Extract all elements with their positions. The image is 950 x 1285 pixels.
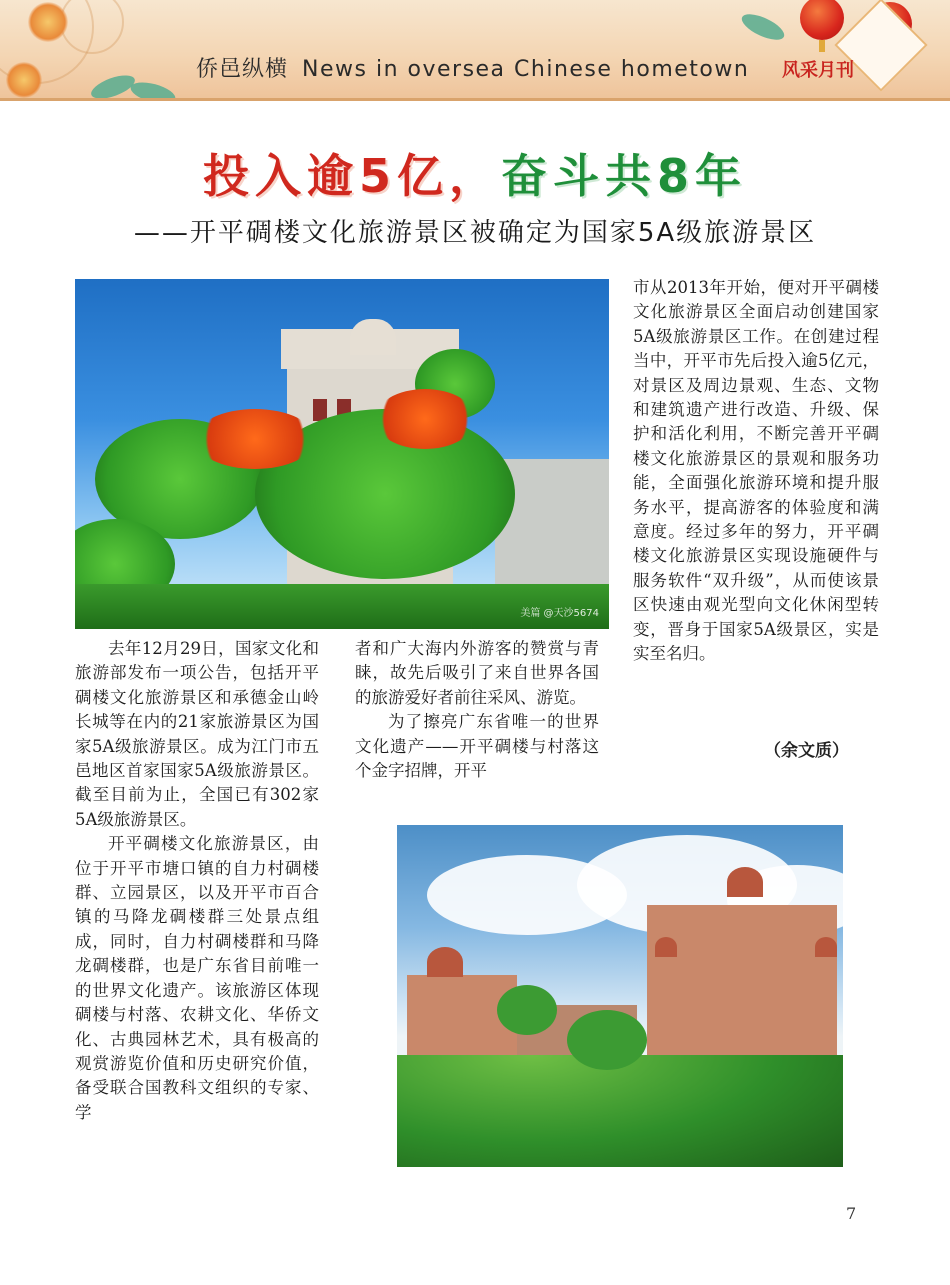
author-byline: （余文质）: [764, 741, 849, 761]
leaf-decor: [128, 78, 177, 100]
text-column-3: [633, 276, 879, 667]
tree: [497, 985, 557, 1035]
flame-tree-blossom: [195, 409, 315, 469]
palm-tree: [567, 1010, 647, 1070]
paragraph: 去年12月29日，国家文化和旅游部发布一项公告，包括开平碉楼文化旅游景区和承德金山岭长城等在内的21家旅游景区为国家5A级旅游景区。成为江门市五邑地区首家国家5A级旅游景区。截至目前为止，全国已有302家5A级旅游景区。: [75, 639, 319, 829]
article-subtitle: ——开平碉楼文化旅游景区被确定为国家5A级旅游景区: [133, 218, 817, 248]
photo-watermark: 美篇 @天沙5674: [520, 608, 599, 619]
column-title-cn: 侨邑纵横: [196, 57, 289, 82]
paragraph: 为了擦亮广东省唯一的世界文化遗产——开平碉楼与村落这个金字招牌，开平: [355, 712, 599, 781]
diaolou-photo-2: [397, 825, 843, 1167]
paragraph: 开平碉楼文化旅游景区，由位于开平市塘口镇的自力村碉楼群、立园景区，以及开平市百合镇的马降龙碉楼群三处景点组成，同时，自力村碉楼群和马降龙碉楼群，也是广东省目前唯一的世界文化遗产。该旅游区体现碉楼与村落、农耕文化、华侨文化、古典园林艺术，具有极高的观赏游览价值和历史研究价值，备受联合国教科文组织的专家、学: [75, 834, 319, 1122]
page-number: 7: [846, 1204, 857, 1223]
paragraph: 者和广大海内外游客的赞赏与青睐，故先后吸引了来自世界各国的旅游爱好者前往采风、游览。: [355, 639, 599, 707]
column-title-en: News in oversea Chinese hometown: [302, 57, 750, 82]
tower-dome: [727, 867, 763, 897]
paragraph: 市从2013年开始，便对开平碉楼文化旅游景区全面启动创建国家5A级旅游景区工作。在创建过程当中，开平市先后投入逾5亿元，对景区及周边景观、生态、文物和建筑遗产进行改造、升级、保护和活化利用，不断完善开平碉楼文化旅游景区的景观和服务功能，全面强化旅游环境和提升服务水平，提高游客的体验度和满意度。经过多年的努力，开平碉楼文化旅游景区实现设施硬件与服务软件“双升级”，从而使该景区快速由观光型向文化休闲型转变，晋身于国家5A级景区，实是实至名归。: [633, 278, 879, 664]
tower-dome: [815, 937, 837, 957]
flower-decor: [6, 62, 42, 98]
article-title: [0, 140, 950, 206]
column-heading: [196, 52, 749, 83]
tower-pavilion: [350, 319, 396, 355]
text-column-2: [355, 637, 599, 783]
magazine-name: 风采月刊: [782, 60, 854, 81]
tower-dome: [427, 947, 463, 977]
header-divider: [0, 98, 950, 101]
diaolou-photo-1: [75, 279, 609, 629]
flame-tree-blossom: [375, 389, 475, 449]
flower-decor: [28, 2, 68, 42]
lantern-icon: [800, 0, 844, 40]
text-column-1: [75, 637, 319, 1125]
header-banner: [0, 0, 950, 100]
foreground-trees: [397, 1055, 843, 1167]
tower-dome: [655, 937, 677, 957]
title-part-green: 奋斗共8年: [501, 149, 748, 203]
title-part-red: 投入逾5亿，: [202, 149, 501, 203]
leaf-decor: [738, 9, 787, 45]
